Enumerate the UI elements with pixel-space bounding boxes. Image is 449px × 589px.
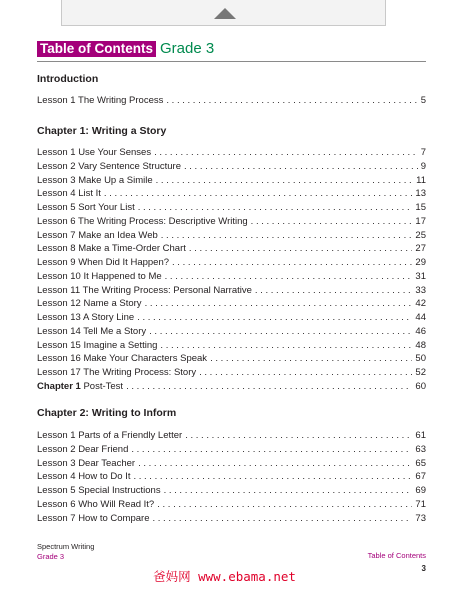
toc-entry-title: Lesson 15 Imagine a Setting [37,339,158,351]
footer-left [37,542,94,561]
scroll-up-tab[interactable] [61,0,386,26]
toc-entry[interactable] [37,443,426,457]
toc-entry-title: Lesson 4 List It [37,188,101,200]
section-title-introduction: Introduction [37,73,99,85]
toc-entry[interactable] [37,380,426,394]
footer-section-label: Table of Contents [367,551,426,560]
dot-leader [160,339,412,353]
toc-entry-title: Lesson 1 Use Your Senses [37,147,152,158]
toc-entry-page: 71 [415,498,426,510]
toc-entry-page: 17 [415,215,426,227]
toc-entry[interactable] [37,457,426,471]
toc-entry-page: 46 [415,325,426,337]
dot-leader [131,443,412,457]
toc-entry-text: Post-Test [83,380,124,392]
section-entries-chapter-1 [37,146,426,394]
section-title-chapter-2: Chapter 2: Writing to Inform [37,407,177,419]
toc-entry-title: Lesson 5 Sort Your List [37,202,135,213]
grade-label: Grade 3 [160,40,215,57]
toc-entry-page: 44 [415,312,426,323]
toc-entry-prefix: Chapter 1 [37,380,81,392]
footer-grade: Grade 3 [37,551,65,561]
section-title-chapter-1: Chapter 1: Writing a Story [37,125,167,137]
toc-entry-page: 60 [415,380,426,392]
watermark: 爸妈网 www.ebama.net [153,569,296,584]
toc-entry-page: 31 [415,270,426,282]
dot-leader [137,311,412,325]
toc-entry[interactable] [37,215,426,229]
toc-entry[interactable] [37,187,426,201]
toc-entry-page: 27 [415,243,426,255]
toc-entry-page: 9 [420,160,426,172]
toc-entry-page: 7 [420,147,426,158]
toc-entry-page: 61 [415,430,426,441]
toc-entry[interactable] [37,201,426,215]
toc-label: Table of Contents [37,41,156,57]
toc-entry-page: 48 [415,339,426,351]
toc-entry[interactable] [37,484,426,498]
dot-leader [138,457,412,471]
page-number: 3 [421,564,426,573]
toc-entry-page: 15 [415,202,426,213]
toc-entry[interactable] [37,160,426,174]
dot-leader [164,484,413,498]
toc-entry[interactable] [37,146,426,160]
toc-entry[interactable] [37,325,426,339]
dot-leader [152,512,412,526]
toc-entry-page: 29 [415,257,426,268]
toc-entry-title: Lesson 2 Dear Friend [37,443,129,455]
toc-header [37,40,214,58]
toc-entry-title: Lesson 5 Special Instructions [37,485,161,496]
dot-leader [157,498,412,512]
dot-leader [210,352,412,366]
toc-entry-page: 33 [415,284,426,296]
toc-entry-title: Lesson 4 How to Do It [37,471,131,483]
header-rule [37,61,426,62]
toc-entry-page: 52 [415,367,426,378]
dot-leader [104,187,413,201]
dot-leader [145,297,413,311]
section-entries-chapter-2 [37,429,426,525]
toc-entry-title: Lesson 8 Make a Time-Order Chart [37,243,186,255]
toc-entry[interactable] [37,256,426,270]
dot-leader [126,380,412,394]
dot-leader [133,470,412,484]
toc-entry[interactable] [37,339,426,353]
dot-leader [161,229,413,243]
toc-entry-title: Lesson 9 When Did It Happen? [37,257,170,268]
toc-entry[interactable] [37,470,426,484]
toc-entry[interactable] [37,229,426,243]
toc-entry[interactable] [37,352,426,366]
dot-leader [166,94,417,108]
toc-entry[interactable] [37,512,426,526]
dot-leader [255,284,413,298]
toc-entry-page: 73 [415,512,426,524]
dot-leader [184,160,418,174]
toc-entry[interactable] [37,270,426,284]
toc-entry-page: 50 [415,353,426,365]
toc-entry[interactable] [37,429,426,443]
toc-entry-page: 11 [416,174,426,186]
toc-entry-page: 13 [415,188,426,200]
dot-leader [251,215,413,229]
toc-entry[interactable] [37,174,426,188]
toc-entry-page: 42 [415,298,426,310]
toc-entry[interactable] [37,284,426,298]
toc-entry-title: Lesson 6 The Writing Process: Descriptive Writing [37,215,248,227]
toc-entry[interactable] [37,366,426,380]
toc-entry-page: 5 [420,95,426,106]
dot-leader [156,174,413,188]
toc-entry-page: 67 [415,471,426,483]
toc-entry[interactable] [37,297,426,311]
toc-entry-title: Lesson 7 Make an Idea Web [37,229,158,241]
toc-entry-title: Lesson 6 Who Will Read It? [37,498,155,510]
footer-brand: Spectrum Writing [37,542,95,551]
toc-entry[interactable] [37,94,426,108]
toc-entry-title: Lesson 2 Vary Sentence Structure [37,160,181,172]
toc-entry-title: Lesson 1 The Writing Process [37,95,164,106]
dot-leader [185,429,412,443]
toc-entry-title [37,380,123,394]
dot-leader [199,366,412,380]
dot-leader [149,325,412,339]
toc-entry-page: 25 [415,229,426,241]
toc-entry[interactable] [37,242,426,256]
toc-entry-title: Lesson 13 A Story Line [37,312,135,323]
section-entries-introduction [37,94,426,108]
toc-entry-title: Lesson 17 The Writing Process: Story [37,367,197,378]
toc-entry-title: Lesson 1 Parts of a Friendly Letter [37,430,183,441]
dot-leader [189,242,413,256]
toc-entry-title: Lesson 16 Make Your Characters Speak [37,353,208,365]
dot-leader [138,201,413,215]
toc-entry-title: Lesson 14 Tell Me a Story [37,325,147,337]
toc-entry-title: Lesson 7 How to Compare [37,512,150,524]
toc-entry-page: 69 [415,485,426,496]
toc-entry-title: Lesson 11 The Writing Process: Personal Narrative [37,284,252,296]
toc-entry[interactable] [37,311,426,325]
toc-entry[interactable] [37,498,426,512]
dot-leader [165,270,413,284]
toc-entry-page: 65 [415,457,426,469]
toc-entry-page: 63 [415,443,426,455]
toc-entry-title: Lesson 10 It Happened to Me [37,270,162,282]
dot-leader [172,256,412,270]
toc-entry-title: Lesson 12 Name a Story [37,298,142,310]
toc-entry-title: Lesson 3 Dear Teacher [37,457,136,469]
toc-entry-title: Lesson 3 Make Up a Simile [37,174,153,186]
triangle-up-icon[interactable] [214,8,236,19]
dot-leader [154,146,418,160]
